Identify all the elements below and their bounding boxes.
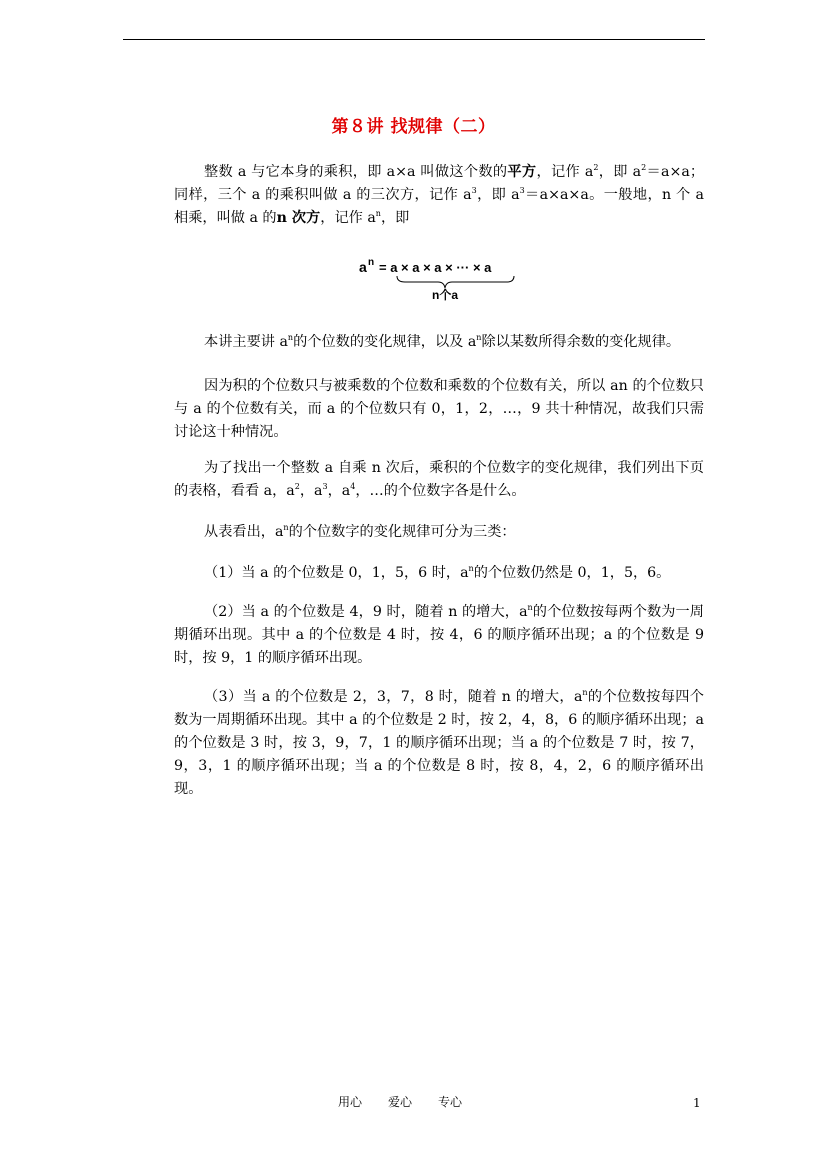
formula-product: = a × a × a × ··· × a	[379, 260, 492, 275]
formula-exponent: n	[368, 257, 375, 268]
paragraph-definition: 整数 a 与它本身的乘积，即 a×a 叫做这个数的平方，记作 $a^2$，即 $a^2=a\times a$；同样，三个 a 的乘积叫做 a 的三次方，记作 $a^3$，即 $a^3=a\times a\times a$。一般地，n 个 a 相乘，叫做 a 的n 次方，记作 $a^n$，即	[174, 163, 705, 226]
paragraph-case-1: （1）当 a 的个位数是 0，1，5，6 时，$a^n$的个位数仍然是 0，1，5，6。	[204, 564, 671, 581]
header-rule	[123, 39, 705, 40]
paragraph-reason: 因为积的个位数只与被乘数的个位数和乘数的个位数有关，所以 an 的个位数只与 a 的个位数有关，而 a 的个位数只有 0，1，2，…，9 共十种情况，故我们只需讨论这十种情况。	[174, 378, 704, 440]
footer-item-3: 专心	[438, 1095, 463, 1109]
paragraph-case-3: （3）当 a 的个位数是 2，3，7，8 时，随着 n 的增大，$a^n$的个位数按每四个数为一周期循环出现。其中 a 的个位数是 2 时，按 2，4，8，6 的顺序循环出现；a 的个位数是 3 时，按 3，9，7，1 的顺序循环出现；当 a 的个位数是 7 时，按 7，9，3，1 的顺序循环出现；当 a 的个位数是 8 时，按 8，4，2，6 的顺序循环出现。	[174, 688, 704, 797]
term-nth-power: n 次方	[276, 210, 321, 226]
page-number: 1	[693, 1096, 701, 1110]
paragraph-summary: 从表看出，$a^n$的个位数字的变化规律可分为三类：	[204, 523, 516, 540]
formula-base: a	[359, 259, 367, 275]
paragraph-topic: 本讲主要讲 $a^n$的个位数的变化规律，以及 $a^n$除以某数所得余数的变化规律。	[204, 333, 681, 350]
term-square: 平方	[507, 164, 537, 180]
page-title: 第８讲 找规律（二）	[331, 117, 496, 137]
footer-item-2: 爱心	[388, 1095, 413, 1109]
footer-item-1: 用心	[338, 1095, 363, 1109]
paragraph-case-2: （2）当 a 的个位数是 4，9 时，随着 n 的增大，$a^n$的个位数按每两个数为一周期循环出现。其中 a 的个位数是 4 时，按 4，6 的顺序循环出现；a 的个位数是 9 时，按 9，1 的顺序循环出现。	[174, 603, 704, 666]
brace-label: n个a	[431, 288, 459, 302]
power-formula	[355, 250, 525, 306]
underbrace	[397, 276, 514, 288]
paragraph-table-intro: 为了找出一个整数 a 自乘 n 次后，乘积的个位数字的变化规律，我们列出下页的表格，看看 a，$a^2$，$a^3$，$a^4$，…的个位数字各是什么。	[174, 460, 704, 499]
